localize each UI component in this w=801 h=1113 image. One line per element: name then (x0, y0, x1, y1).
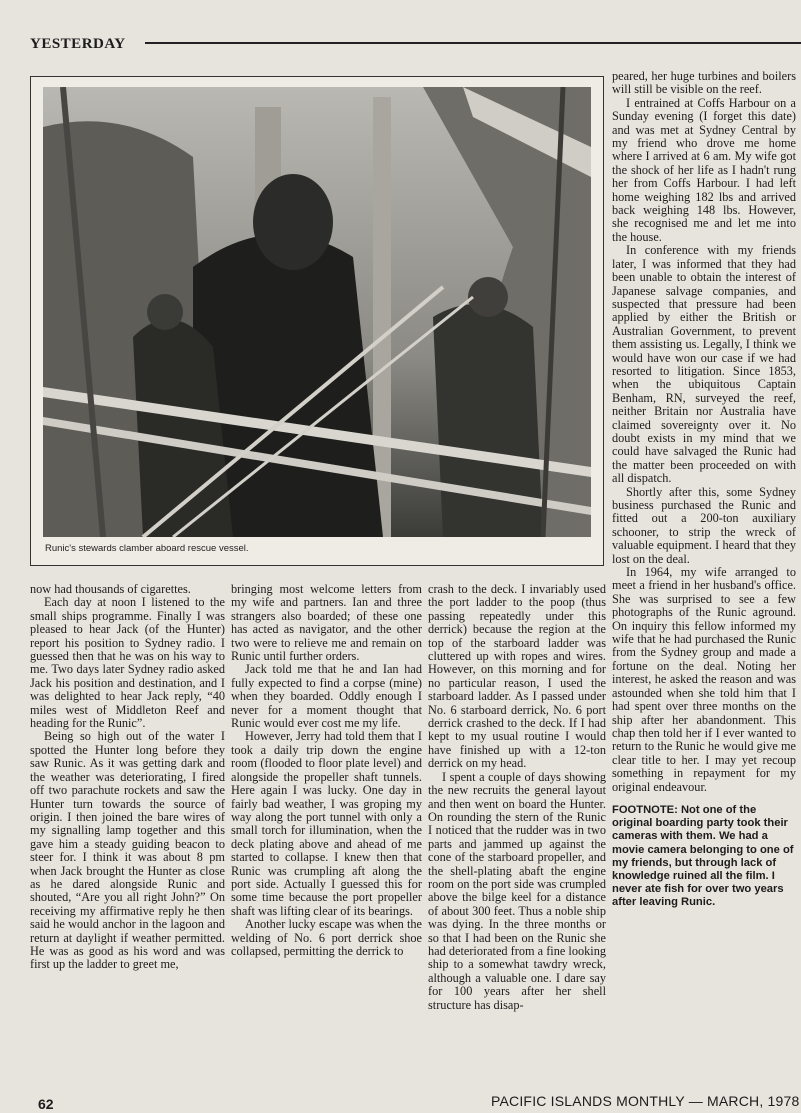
photo (43, 87, 591, 537)
publication-footer: PACIFIC ISLANDS MONTHLY — MARCH, 1978 (491, 1093, 800, 1109)
column-1 (30, 583, 225, 972)
header-rule (145, 42, 801, 44)
footnote: FOOTNOTE: Not one of the original boarding party took their cameras with them. We had a movie camera belonging to one of my friends, but through lack of knowledge ruined all the film. I never ate fish for over two years after leaving Runic. (612, 803, 794, 909)
page-number: 62 (38, 1096, 54, 1112)
right-paragraph: peared, her huge turbines and boilers will still be visible on the reef. (612, 69, 796, 97)
column-2-paragraph: However, Jerry had told them that I took a daily trip down the engine room (flooded to floor plate level) and alongside the propeller shaft tunnels. Here again I was lucky. One day in fairly bad weather, I was groping my way along the port tunnel with only a small torch for illumination, when the deck plating above and ahead of me started to collapse. I knew then that Runic was crumpling aft along the port side. Actually I guessed this for some time because the port propeller shaft was lifting clear of its bearings. (231, 729, 422, 918)
section-label: YESTERDAY (30, 36, 126, 52)
right-paragraph: Shortly after this, some Sydney business purchased the Runic and fitted out a 200-ton auxiliary schooner, to strip the wreck of valuable equipment. I heard that they lost on the deal. (612, 484, 796, 566)
right-paragraph: In 1964, my wife arranged to meet a friend in her husband's office. She was surprised to see a few photographs of the Runic aground. On inquiry this fellow informed my wife that he had purchased the Runic from the Sydney group and made a fortune on the deal. Noting her interest, he asked the reason and was astounded when she told him that I had spent over three months on the ship after her abandonment. This chap then told her if I ever wanted to return to the Runic he would give me clear title to her. I may yet recoup something in repayment for my original endeavour. (612, 565, 796, 794)
column-3-paragraph: crash to the deck. I invariably used the port ladder to the poop (thus passing repeatedly under this derrick) because the region at the top of the starboard ladder was cluttered up with ropes and wires. However, on this morning and for no particular reason, I used the starboard ladder. As I passed under No. 6 starboard derrick, No. 6 port derrick crashed to the deck. If I had kept to my usual routine I would have finished up with a 12-ton derrick on my head. (428, 582, 606, 771)
photo-stewards-boarding (43, 87, 591, 537)
column-2-paragraph: bringing most welcome letters from my wife and partners. Ian and three strangers also boarded; of these one has acted as navigator, and the other two were to relieve me and remain on Runic until further orders. (231, 582, 422, 664)
column-2-paragraph: Jack told me that he and Ian had fully expected to find a corpse (mine) when they boarded. Oddly enough I never for a moment thought that Runic would ever cost me my life. (231, 662, 422, 731)
photo-frame (30, 76, 604, 566)
column-2 (231, 583, 422, 958)
column-1-paragraph: Each day at noon I listened to the small ships programme. Finally I was pleased to hear Jack (of the Hunter) report his position to Sydney radio. I guessed then that he was on his way to me. Two days later Sydney radio asked Jack his position and destination, and I was delighted to hear Jack reply, “40 miles west of Middleton Reef and heading for the Runic”. (30, 595, 225, 731)
column-2-paragraph: Another lucky escape was when the welding of No. 6 port derrick shoe collapsed, permitting the derrick to (231, 917, 422, 958)
column-3-paragraph: I spent a couple of days showing the new recruits the general layout and then went on board the Hunter. On rounding the stern of the Runic I noticed that the rudder was in two parts and jammed up against the cone of the starboard propeller, and the shell-plating abaft the engine room on the port side was crumpled above the bilge keel for a distance of about 300 feet. Thus a noble ship was dying. In the three months or so that I had been on the Runic she had deteriorated from a fine looking ship to a somewhat tawdry wreck, although a valuable one. I dare say for 100 years after her shell structure has disap- (428, 769, 606, 1012)
right-paragraph: In conference with my friends later, I was informed that they had been unable to obtain the interest of Japanese salvage companies, and suspected that pressure had been applied by either the British or Australian Government, to prevent them assisting us. Legally, I think we would have won our case if we had resorted to litigation. Since 1853, when the ubiquitous Captain Benham, RN, surveyed the reef, neither Britain nor Australia have claimed sovereignty over it. No doubt exists in my mind that we could have salvaged the Runic had the matter been proceeded on with all dispatch. (612, 243, 796, 486)
column-1-paragraph: Being so high out of the water I spotted the Hunter long before they saw Runic. As it was getting dark and the weather was deteriorating, I fired off two parachute rockets and saw the Hunter turn towards the source of origin. I then joined the bare wires of my signalling lamp together and this gave him a steady guiding beacon to steer for. I think it was about 8 pm when Jack brought the Hunter as close as he dared alongside Runic and shouted, “Are you all right John?” On receiving my affirmative reply he then said he would anchor in the lagoon and return at daylight if weather permitted. He was as good as his word and was first up the ladder to greet me, (30, 729, 225, 972)
photo-caption: Runic's stewards clamber aboard rescue vessel. (45, 543, 249, 554)
column-3 (428, 583, 606, 1012)
right-paragraph: I entrained at Coffs Harbour on a Sunday evening (I forget this date) and was met at Sydney Central by my friend who drove me home where I arrived at 6 am. My wife got the shock of her life as I hadn't rung her from Coffs Harbour. I had left home weighing 182 lbs and arrived back weighing 148 lbs. However, she recognised me and let me into the house. (612, 95, 796, 244)
column-1-paragraph: now had thousands of cigarettes. (30, 582, 191, 596)
column-right (612, 70, 796, 910)
